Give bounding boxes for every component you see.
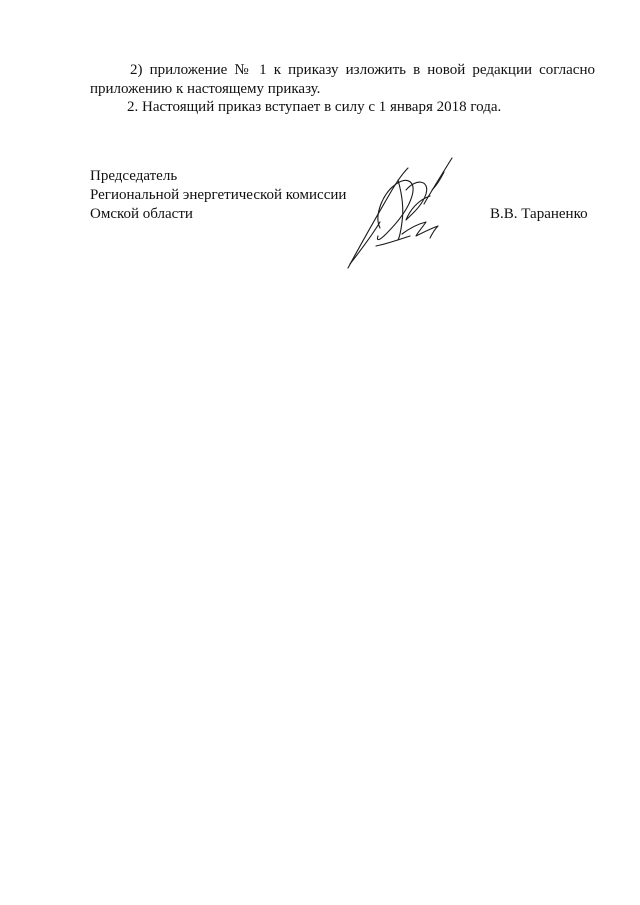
signatory-position: [90, 167, 346, 224]
amendment-paragraph: [90, 61, 595, 99]
effective-date-text: 2. Настоящий приказ вступает в силу с 1 января 2018 года.: [127, 99, 502, 115]
position-line-2: Региональной энергетической комиссии: [90, 187, 347, 203]
position-line-3: Омской области: [90, 206, 193, 222]
position-line-1: Председатель: [90, 168, 178, 184]
handwritten-signature: [340, 150, 470, 275]
effective-date-paragraph: [90, 98, 595, 117]
amendment-text: 2) приложение № 1 к приказу изложить в новой редакции согласно приложению к настоящему приказу.: [90, 62, 595, 97]
signatory-name: В.В. Тараненко: [490, 206, 588, 222]
